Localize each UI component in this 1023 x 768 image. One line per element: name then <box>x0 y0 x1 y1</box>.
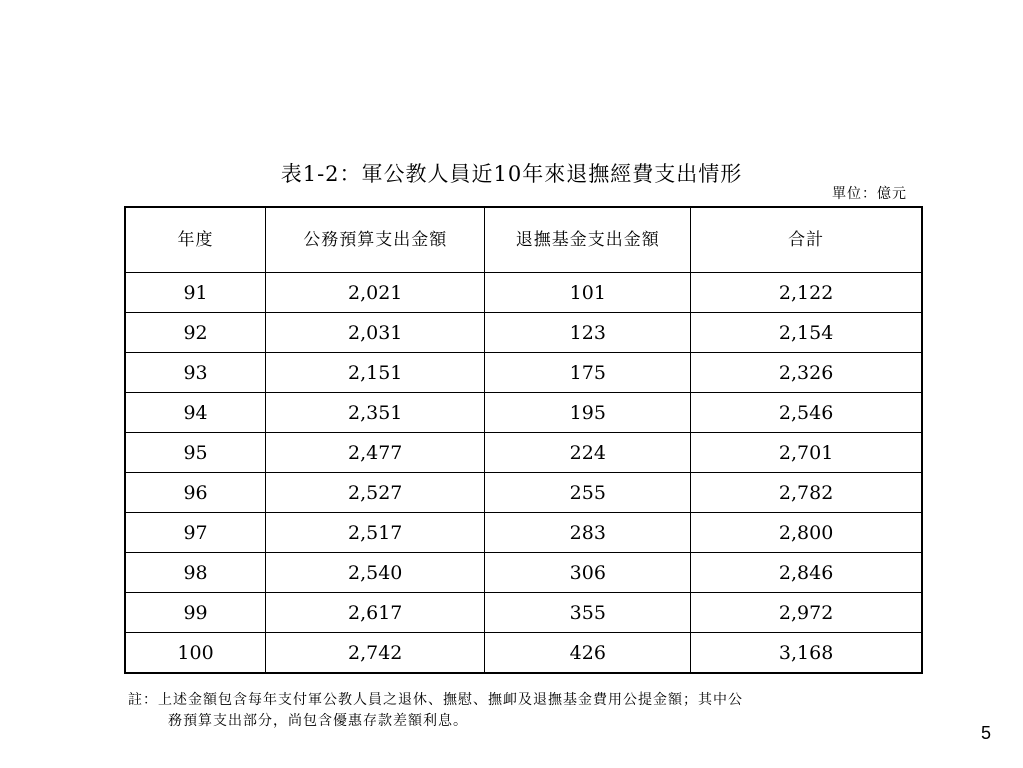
cell-fund: 175 <box>485 353 691 393</box>
cell-budget: 2,742 <box>266 633 485 674</box>
cell-year: 92 <box>125 313 266 353</box>
cell-total: 2,546 <box>691 393 922 433</box>
cell-total: 2,701 <box>691 433 922 473</box>
table-row <box>125 633 922 674</box>
cell-year: 97 <box>125 513 266 553</box>
cell-total: 2,122 <box>691 273 922 313</box>
cell-total: 2,846 <box>691 553 922 593</box>
cell-year: 94 <box>125 393 266 433</box>
cell-year: 98 <box>125 553 266 593</box>
cell-year: 99 <box>125 593 266 633</box>
table-row <box>125 593 922 633</box>
header-year: 年度 <box>125 207 266 273</box>
cell-year: 95 <box>125 433 266 473</box>
cell-total: 2,154 <box>691 313 922 353</box>
cell-total: 2,800 <box>691 513 922 553</box>
table-row <box>125 553 922 593</box>
header-fund-expenditure-label: 退撫基金支出金額 <box>515 230 660 250</box>
footnote <box>128 690 918 732</box>
table-row <box>125 473 922 513</box>
header-budget-expenditure: 公務預算支出金額 <box>266 207 485 273</box>
table-row <box>125 273 922 313</box>
cell-fund: 283 <box>485 513 691 553</box>
cell-total: 3,168 <box>691 633 922 674</box>
expenditure-table <box>124 206 923 674</box>
header-total: 合計 <box>691 207 922 273</box>
cell-budget: 2,617 <box>266 593 485 633</box>
table-row <box>125 313 922 353</box>
cell-fund: 306 <box>485 553 691 593</box>
cell-fund: 123 <box>485 313 691 353</box>
cell-budget: 2,031 <box>266 313 485 353</box>
footnote-line-2: 務預算支出部分，尚包含優惠存款差額利息。 <box>168 713 468 729</box>
footnote-line-1: 註：上述金額包含每年支付軍公教人員之退休、撫慰、撫卹及退撫基金費用公提金額；其中公 <box>128 692 743 708</box>
table-row <box>125 433 922 473</box>
cell-year: 100 <box>125 633 266 674</box>
cell-fund: 224 <box>485 433 691 473</box>
table-row <box>125 393 922 433</box>
unit-label: 單位：億元 <box>832 186 907 202</box>
cell-year: 93 <box>125 353 266 393</box>
cell-fund: 101 <box>485 273 691 313</box>
cell-budget: 2,477 <box>266 433 485 473</box>
cell-year: 96 <box>125 473 266 513</box>
cell-total: 2,972 <box>691 593 922 633</box>
cell-fund: 426 <box>485 633 691 674</box>
table-row <box>125 353 922 393</box>
cell-year: 91 <box>125 273 266 313</box>
header-fund-expenditure <box>485 207 691 273</box>
cell-budget: 2,517 <box>266 513 485 553</box>
cell-budget: 2,151 <box>266 353 485 393</box>
cell-budget: 2,540 <box>266 553 485 593</box>
table-title: 表1-2：軍公教人員近10年來退撫經費支出情形 <box>280 162 743 186</box>
cell-fund: 355 <box>485 593 691 633</box>
table-row <box>125 513 922 553</box>
cell-total: 2,782 <box>691 473 922 513</box>
cell-fund: 195 <box>485 393 691 433</box>
cell-fund: 255 <box>485 473 691 513</box>
cell-budget: 2,351 <box>266 393 485 433</box>
table-header-row <box>125 207 922 273</box>
cell-budget: 2,021 <box>266 273 485 313</box>
page-number: 5 <box>980 723 991 743</box>
cell-budget: 2,527 <box>266 473 485 513</box>
cell-total: 2,326 <box>691 353 922 393</box>
